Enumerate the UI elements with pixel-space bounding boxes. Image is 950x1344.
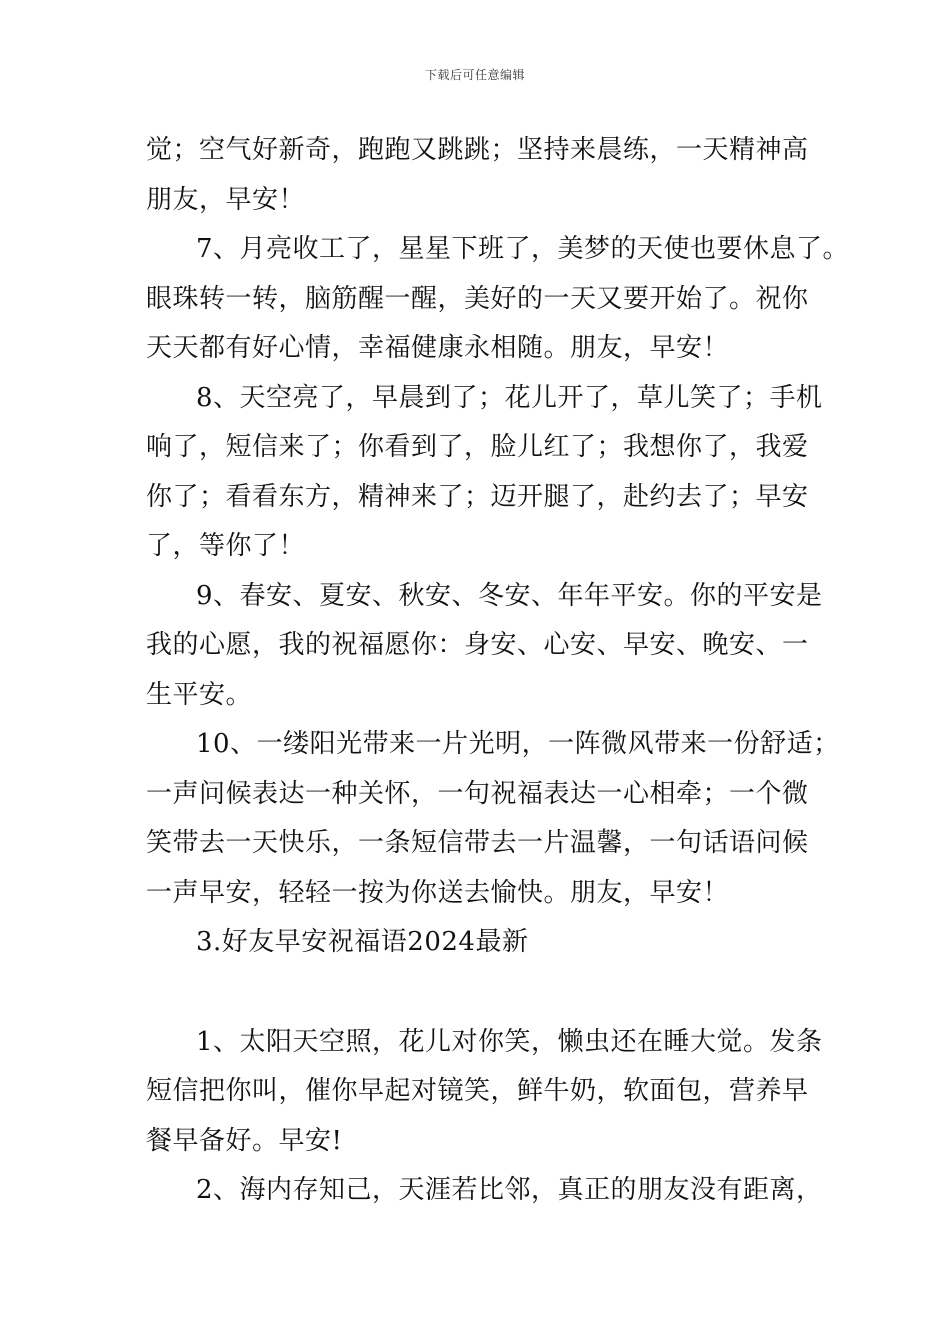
text-line: 一声早安，轻轻一按为你送去愉快。朋友，早安！: [146, 877, 730, 908]
document-body: [146, 126, 850, 1216]
text-line: 眼珠转一转，脑筋醒一醒，美好的一天又要开始了。祝你: [146, 283, 809, 314]
text-line: 响了，短信来了；你看到了，脸儿红了；我想你了，我爱: [146, 432, 809, 462]
paragraph-continued: [146, 126, 826, 225]
page-header: 下载后可任意编辑: [424, 68, 525, 82]
paragraph-7: [146, 225, 850, 374]
text-line: 一声问候表达一种关怀，一句祝福表达一心相牵；一个微: [146, 778, 809, 809]
text-line: 1、太阳天空照，花儿对你笑，懒虫还在睡大觉。发条: [196, 1026, 823, 1057]
text-line: 天天都有好心情，幸福健康永相随。朋友，早安！: [146, 333, 730, 363]
blank-gap: [146, 968, 826, 1018]
text-line: 餐早备好。早安!: [146, 1125, 343, 1156]
text-line: 觉；空气好新奇，跑跑又跳跳；坚持来晨练，一天精神高: [146, 135, 809, 165]
paragraph-10: [146, 720, 840, 918]
section-paragraph-1: [146, 1018, 826, 1167]
section-heading: 3.好友早安祝福语2024最新: [196, 927, 529, 957]
text-line: 我的心愿，我的祝福愿你：身安、心安、早安、晚安、一: [146, 630, 809, 660]
text-line: 10、一缕阳光带来一片光明，一阵微风带来一份舒适；: [196, 729, 840, 759]
paragraph-9: [146, 572, 826, 721]
text-line: 8、天空亮了，早晨到了；花儿开了，草儿笑了；手机: [196, 382, 823, 413]
text-line: 了，等你了！: [146, 531, 306, 561]
text-line: 朋友，早安！: [146, 184, 306, 215]
text-line: 7、月亮收工了，星星下班了，美梦的天使也要休息了。: [196, 234, 850, 264]
text-line: 短信把你叫，催你早起对镜笑，鲜牛奶，软面包，营养早: [146, 1076, 809, 1106]
text-line: 生平安。: [146, 679, 253, 710]
paragraph-8: [146, 374, 826, 572]
text-line: 笑带去一天快乐，一条短信带去一片温馨，一句话语问候: [146, 828, 809, 858]
text-line: 你了；看看东方，精神来了；迈开腿了，赴约去了；早安: [146, 481, 809, 512]
text-line: 9、春安、夏安、秋安、冬安、年年平安。你的平安是: [196, 580, 823, 611]
section-paragraph-2: [146, 1166, 826, 1216]
text-line: 2、海内存知己，天涯若比邻，真正的朋友没有距离，: [196, 1175, 823, 1205]
